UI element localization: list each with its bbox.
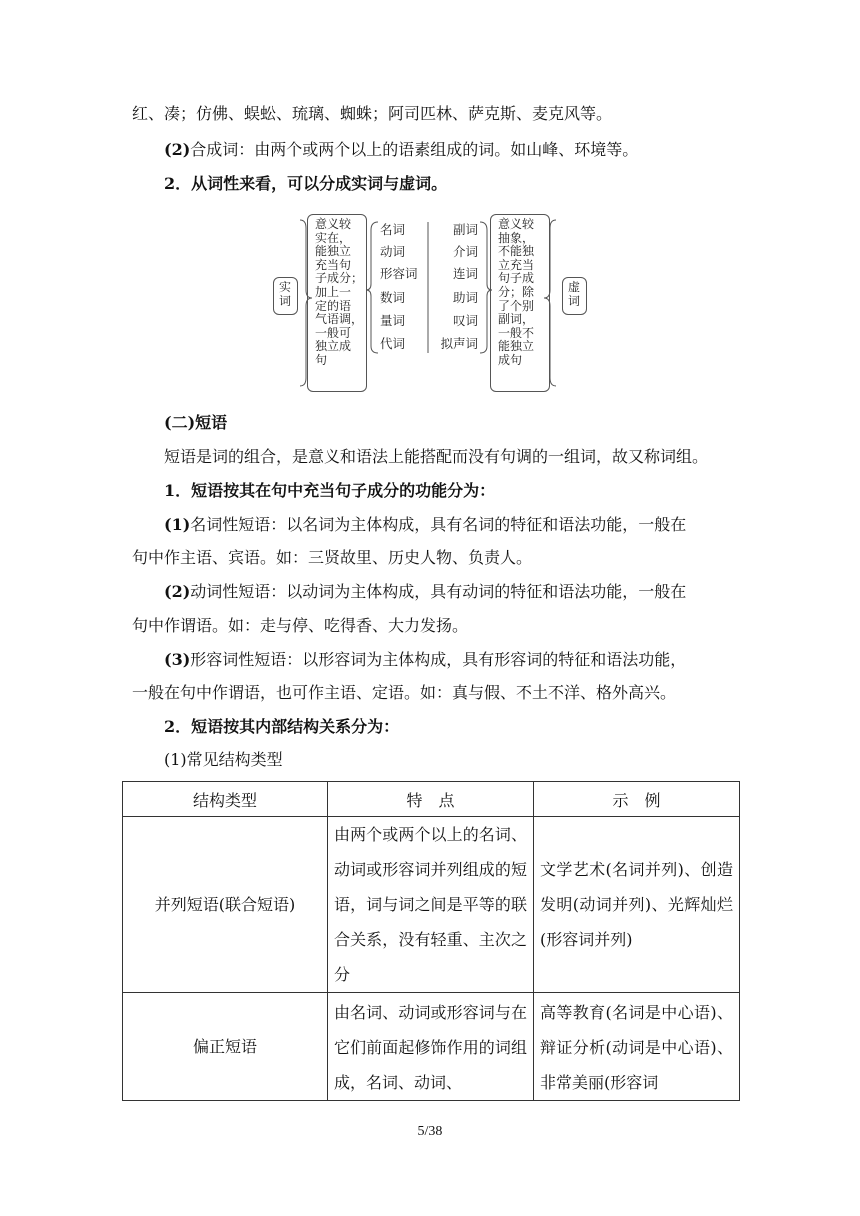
xu-ci-item: 叹词 [452, 313, 478, 328]
xu-ci-item: 副词 [452, 222, 478, 237]
shi-ci-item: 数词 [380, 290, 406, 305]
text-line: 句中作谓语。如：走与停、吃得香、大力发扬。 [132, 616, 469, 635]
text-line [164, 515, 686, 535]
table-row [123, 993, 740, 1101]
xu-ci-item: 助词 [452, 290, 478, 305]
table-header-row [123, 782, 740, 817]
xu-ci-item: 拟声词 [440, 336, 478, 351]
table-row [123, 817, 740, 993]
text-line: 短语是词的组合，是意义和语法上能搭配而没有句调的一组词，故又称词组。 [164, 447, 709, 466]
section-subheading: (1)常见结构类型 [164, 750, 283, 769]
section-heading: 2．短语按其内部结构关系分为： [164, 717, 400, 736]
item-number: (2) [164, 582, 191, 601]
shi-ci-description: 意义较 实在， 能独立 充当句 子成分； 加上一 定的语 气语调， 一般可 独立成 句 [307, 214, 367, 392]
page-number: 5/38 [417, 1124, 443, 1139]
xu-ci-description: 意义较 抽象， 不能独 立充当 句子成 分；除 了个别 副词， 一般不 能独立 成句 [490, 214, 550, 392]
item-number: (2) [164, 140, 191, 159]
cell-feature: 由名词、动词或形容词与在它们前面起修饰作用的词组成，名词、动词、 [328, 993, 534, 1101]
text-content: 合成词：由两个或两个以上的语素组成的词。如山峰、环境等。 [190, 140, 639, 159]
phrase-structure-table [122, 781, 740, 1101]
shi-ci-item: 形容词 [380, 266, 418, 281]
cell-structure-type: 并列短语(联合短语) [123, 817, 328, 993]
section-heading: 1．短语按其在句中充当句子成分的功能分为： [164, 481, 496, 500]
header-feature: 特 点 [328, 782, 534, 817]
xu-ci-label: 虚 词 [562, 277, 587, 315]
cell-feature: 由两个或两个以上的名词、动词或形容词并列组成的短语，词与词之间是平等的联合关系，没有轻重、主次之分 [328, 817, 534, 993]
text-content: 名词性短语：以名词为主体构成，具有名词的特征和语法功能，一般在 [190, 515, 687, 534]
text-line [164, 582, 686, 602]
section-heading: (二)短语 [164, 413, 228, 432]
text-line [164, 650, 686, 670]
shi-ci-label: 实 词 [273, 277, 298, 315]
cell-example: 高等教育(名词是中心语)、辩证分析(动词是中心语)、非常美丽(形容词 [534, 993, 740, 1101]
shi-ci-item: 量词 [380, 313, 406, 328]
item-number: (3) [164, 650, 191, 669]
shi-ci-item: 动词 [380, 244, 406, 259]
text-line: 一般在句中作谓语，也可作主语、定语。如：真与假、不土不洋、格外高兴。 [132, 683, 677, 702]
xu-ci-item: 介词 [452, 244, 478, 259]
cell-example: 文学艺术(名词并列)、创造发明(动词并列)、光辉灿烂(形容词并列) [534, 817, 740, 993]
shi-ci-item: 代词 [380, 336, 406, 351]
text-line: 红、凑；仿佛、蜈蚣、琉璃、蜘蛛；阿司匹林、萨克斯、麦克风等。 [132, 104, 613, 123]
header-structure-type: 结构类型 [123, 782, 328, 817]
header-example: 示 例 [534, 782, 740, 817]
item-number: (1) [164, 515, 191, 534]
xu-ci-item: 连词 [452, 266, 478, 281]
text-content: 动词性短语：以动词为主体构成，具有动词的特征和语法功能，一般在 [190, 582, 687, 601]
text-line: 句中作主语、宾语。如：三贤故里、历史人物、负责人。 [132, 548, 533, 567]
cell-structure-type: 偏正短语 [123, 993, 328, 1101]
shi-ci-item: 名词 [380, 222, 406, 237]
diagram-brackets [0, 0, 860, 420]
text-content: 形容词性短语：以形容词为主体构成，具有形容词的特征和语法功能， [190, 650, 687, 669]
section-heading: 2．从词性来看，可以分成实词与虚词。 [164, 174, 448, 193]
